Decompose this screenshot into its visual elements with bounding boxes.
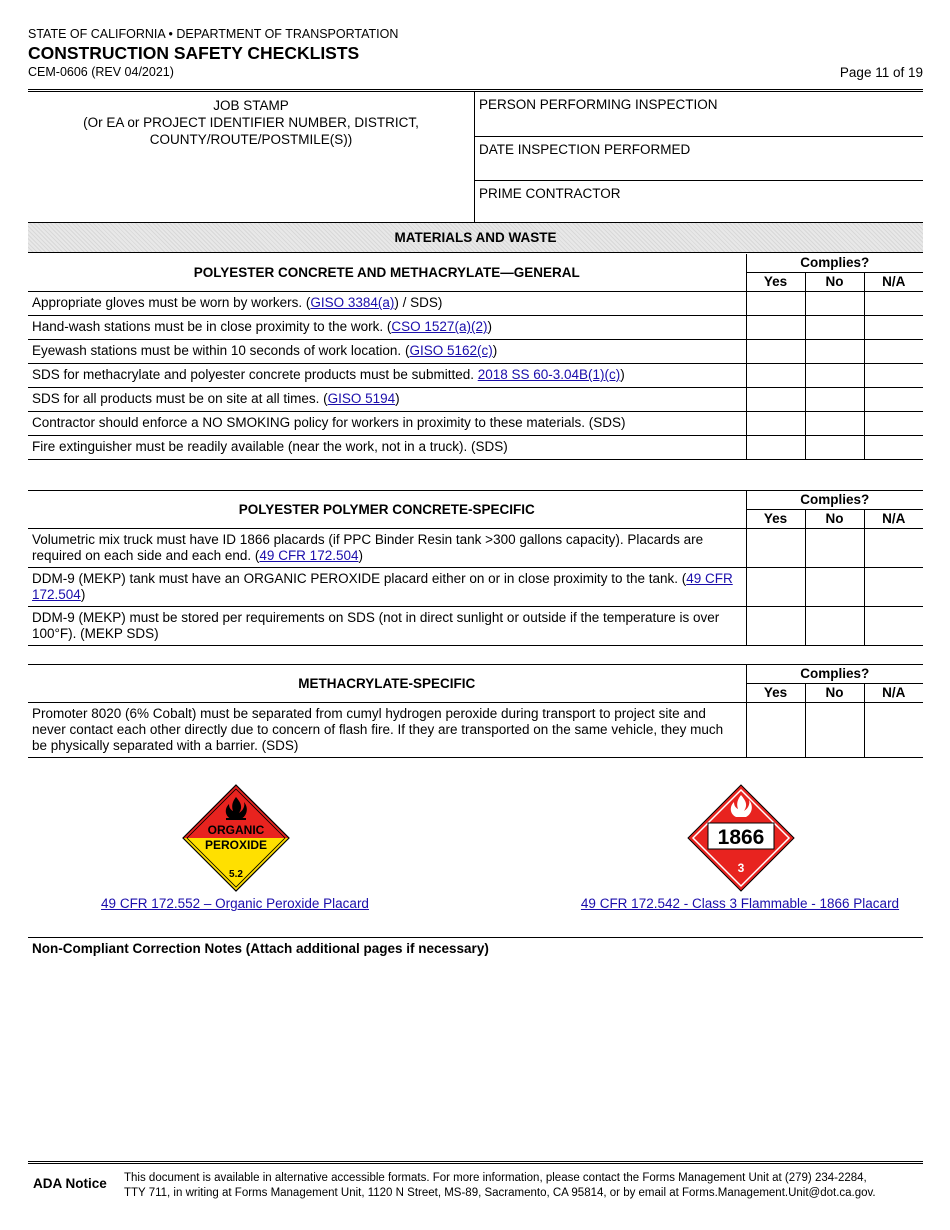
- requirement-text: [28, 316, 746, 340]
- person-inspection-field[interactable]: [474, 92, 923, 137]
- complies-header: Complies?: [746, 665, 923, 684]
- complies-yes-cell[interactable]: [746, 703, 805, 758]
- complies-yes-cell[interactable]: [746, 607, 805, 646]
- table-row: [28, 607, 923, 646]
- job-stamp-label: [28, 97, 474, 148]
- requirement-text-suffix: ): [620, 367, 625, 382]
- complies-na-cell[interactable]: [864, 340, 923, 364]
- person-inspection-label: PERSON PERFORMING INSPECTION: [479, 97, 718, 112]
- ada-line-1: This document is available in alternative accessible formats. For more information, please contact the Forms Management Unit at (279) 234-2284,: [124, 1172, 867, 1184]
- table-row: [28, 340, 923, 364]
- complies-no-cell[interactable]: [805, 703, 864, 758]
- complies-na-cell[interactable]: [864, 529, 923, 568]
- placard-peroxide-text: PEROXIDE: [204, 838, 268, 852]
- complies-yes-cell[interactable]: [746, 340, 805, 364]
- yes-header: Yes: [746, 684, 805, 703]
- ada-notice-label: ADA Notice: [33, 1176, 107, 1191]
- complies-na-cell[interactable]: [864, 292, 923, 316]
- complies-yes-cell[interactable]: [746, 568, 805, 607]
- complies-no-cell[interactable]: [805, 412, 864, 436]
- requirement-text: [28, 340, 746, 364]
- divider: [28, 937, 923, 938]
- regulation-link[interactable]: GISO 5162(c): [409, 343, 493, 358]
- table-title: POLYESTER CONCRETE AND METHACRYLATE—GENERAL: [28, 254, 746, 292]
- complies-no-cell[interactable]: [805, 529, 864, 568]
- complies-yes-cell[interactable]: [746, 388, 805, 412]
- complies-no-cell[interactable]: [805, 388, 864, 412]
- requirement-text-body: Contractor should enforce a NO SMOKING policy for workers in proximity to these materials. (SDS): [32, 415, 626, 430]
- no-header: No: [805, 273, 864, 292]
- date-inspection-label: DATE INSPECTION PERFORMED: [479, 142, 691, 157]
- prime-contractor-label: PRIME CONTRACTOR: [479, 186, 621, 201]
- page-number: Page 11 of 19: [839, 65, 923, 80]
- regulation-link[interactable]: GISO 3384(a): [310, 295, 395, 310]
- complies-na-cell[interactable]: [864, 364, 923, 388]
- complies-no-cell[interactable]: [805, 607, 864, 646]
- notes-area[interactable]: [28, 962, 923, 1152]
- table-title: METHACRYLATE-SPECIFIC: [28, 665, 746, 703]
- na-header: N/A: [864, 684, 923, 703]
- complies-no-cell[interactable]: [805, 364, 864, 388]
- prime-contractor-field[interactable]: [474, 181, 923, 225]
- complies-na-cell[interactable]: [864, 436, 923, 460]
- complies-yes-cell[interactable]: [746, 412, 805, 436]
- complies-yes-cell[interactable]: [746, 316, 805, 340]
- requirement-text: [28, 412, 746, 436]
- regulation-link[interactable]: 49 CFR 172.504: [259, 548, 359, 563]
- ada-line-2: TTY 711, in writing at Forms Management Unit, 1120 N Street, MS-89, Sacramento, CA 95814, or by email at Forms.Management.Unit@dot.ca.gov.: [124, 1187, 876, 1199]
- na-header: N/A: [864, 273, 923, 292]
- complies-na-cell[interactable]: [864, 388, 923, 412]
- regulation-link[interactable]: 49 CFR 172.504: [32, 571, 733, 602]
- placard-class-text: 5.2: [229, 869, 243, 880]
- form-number: CEM-0606 (REV 04/2021): [28, 65, 174, 79]
- divider: [28, 1161, 923, 1164]
- checklist-table-ppc: [28, 490, 923, 646]
- ada-notice-text: [124, 1171, 924, 1201]
- organic-peroxide-placard-link[interactable]: 49 CFR 172.552 – Organic Peroxide Placard: [101, 896, 369, 911]
- requirement-text-suffix: ): [487, 319, 492, 334]
- table-row: [28, 316, 923, 340]
- requirement-text-body: DDM-9 (MEKP) tank must have an ORGANIC PEROXIDE placard either on or in close proximity to the tank. (: [32, 571, 687, 586]
- flammable-placard-link[interactable]: 49 CFR 172.542 - Class 3 Flammable - 1866 Placard: [580, 896, 900, 911]
- requirement-text: [28, 364, 746, 388]
- requirement-text-body: Fire extinguisher must be readily available (near the work, not in a truck). (SDS): [32, 439, 508, 454]
- complies-na-cell[interactable]: [864, 412, 923, 436]
- requirement-text-body: DDM-9 (MEKP) must be stored per requirements on SDS (not in direct sunlight or outside if the temperature is over 100°F). (MEKP SDS): [32, 610, 720, 641]
- regulation-link[interactable]: CSO 1527(a)(2): [391, 319, 488, 334]
- requirement-text-body: Eyewash stations must be within 10 seconds of work location. (: [32, 343, 410, 358]
- requirement-text-suffix: ) / SDS): [394, 295, 443, 310]
- requirement-text-body: SDS for methacrylate and polyester concrete products must be submitted.: [32, 367, 478, 382]
- table-row: [28, 436, 923, 460]
- yes-header: Yes: [746, 510, 805, 529]
- complies-header: Complies?: [746, 491, 923, 510]
- complies-no-cell[interactable]: [805, 436, 864, 460]
- regulation-link[interactable]: GISO 5194: [327, 391, 396, 406]
- table-row: [28, 412, 923, 436]
- regulation-link[interactable]: 2018 SS 60-3.04B(1)(c): [477, 367, 621, 382]
- requirement-text: [28, 607, 746, 646]
- flammable-1866-placard: [686, 783, 796, 893]
- complies-no-cell[interactable]: [805, 568, 864, 607]
- requirement-text: [28, 703, 746, 758]
- organic-peroxide-placard: [181, 783, 291, 893]
- page-title: CONSTRUCTION SAFETY CHECKLISTS: [28, 43, 360, 63]
- requirement-text: [28, 436, 746, 460]
- checklist-table-methacrylate: [28, 664, 923, 758]
- requirement-text-body: Hand-wash stations must be in close proximity to the work. (: [32, 319, 392, 334]
- requirement-text: [28, 388, 746, 412]
- table-row: [28, 388, 923, 412]
- requirement-text: [28, 568, 746, 607]
- complies-na-cell[interactable]: [864, 607, 923, 646]
- requirement-text-body: Volumetric mix truck must have ID 1866 placards (if PPC Binder Resin tank >300 gallons capacity). Placards are required on each side and each end. (: [32, 532, 704, 563]
- job-stamp-line1: JOB STAMP: [213, 98, 289, 113]
- complies-no-cell[interactable]: [805, 316, 864, 340]
- no-header: No: [805, 510, 864, 529]
- job-info-box: [28, 89, 923, 223]
- notes-label: Non-Compliant Correction Notes (Attach additional pages if necessary): [32, 941, 489, 956]
- na-header: N/A: [864, 510, 923, 529]
- complies-na-cell[interactable]: [864, 568, 923, 607]
- requirement-text-suffix: ): [80, 587, 86, 602]
- checklist-table-general: [28, 254, 923, 460]
- section-title: MATERIALS AND WASTE: [28, 223, 923, 253]
- table-row: [28, 364, 923, 388]
- complies-yes-cell[interactable]: [746, 364, 805, 388]
- requirement-text-suffix: ): [492, 343, 498, 358]
- yes-header: Yes: [746, 273, 805, 292]
- table-row: [28, 568, 923, 607]
- complies-na-cell[interactable]: [864, 316, 923, 340]
- complies-yes-cell[interactable]: [746, 292, 805, 316]
- requirement-text-suffix: ): [395, 391, 400, 406]
- no-header: No: [805, 684, 864, 703]
- complies-yes-cell[interactable]: [746, 529, 805, 568]
- complies-header: Complies?: [746, 254, 923, 273]
- date-inspection-field[interactable]: [474, 137, 923, 181]
- complies-na-cell[interactable]: [864, 703, 923, 758]
- job-stamp-line2: (Or EA or PROJECT IDENTIFIER NUMBER, DISTRICT,: [83, 115, 419, 130]
- requirement-text-suffix: ): [358, 548, 363, 563]
- complies-no-cell[interactable]: [805, 340, 864, 364]
- requirement-text-body: Promoter 8020 (6% Cobalt) must be separated from cumyl hydrogen peroxide during transport to project site and never contact each other directly due to concern of flash fire. If they are transported on the same vehicle, they much be physically separated with a barrier. (SDS): [32, 706, 724, 753]
- agency-name: STATE OF CALIFORNIA • DEPARTMENT OF TRANSPORTATION: [28, 27, 399, 41]
- placard-class-text: 3: [737, 861, 745, 875]
- requirement-text-body: SDS for all products must be on site at all times. (: [32, 391, 328, 406]
- table-title: POLYESTER POLYMER CONCRETE-SPECIFIC: [28, 491, 746, 529]
- requirement-text: [28, 529, 746, 568]
- complies-no-cell[interactable]: [805, 292, 864, 316]
- complies-yes-cell[interactable]: [746, 436, 805, 460]
- placard-organic-text: ORGANIC: [207, 823, 265, 837]
- requirement-text-body: Appropriate gloves must be worn by workers. (: [32, 295, 311, 310]
- job-stamp-line3: COUNTY/ROUTE/POSTMILE(S)): [149, 132, 353, 147]
- table-row: [28, 529, 923, 568]
- table-row: [28, 703, 923, 758]
- placard-un-number: 1866: [717, 826, 765, 849]
- table-row: [28, 292, 923, 316]
- requirement-text: [28, 292, 746, 316]
